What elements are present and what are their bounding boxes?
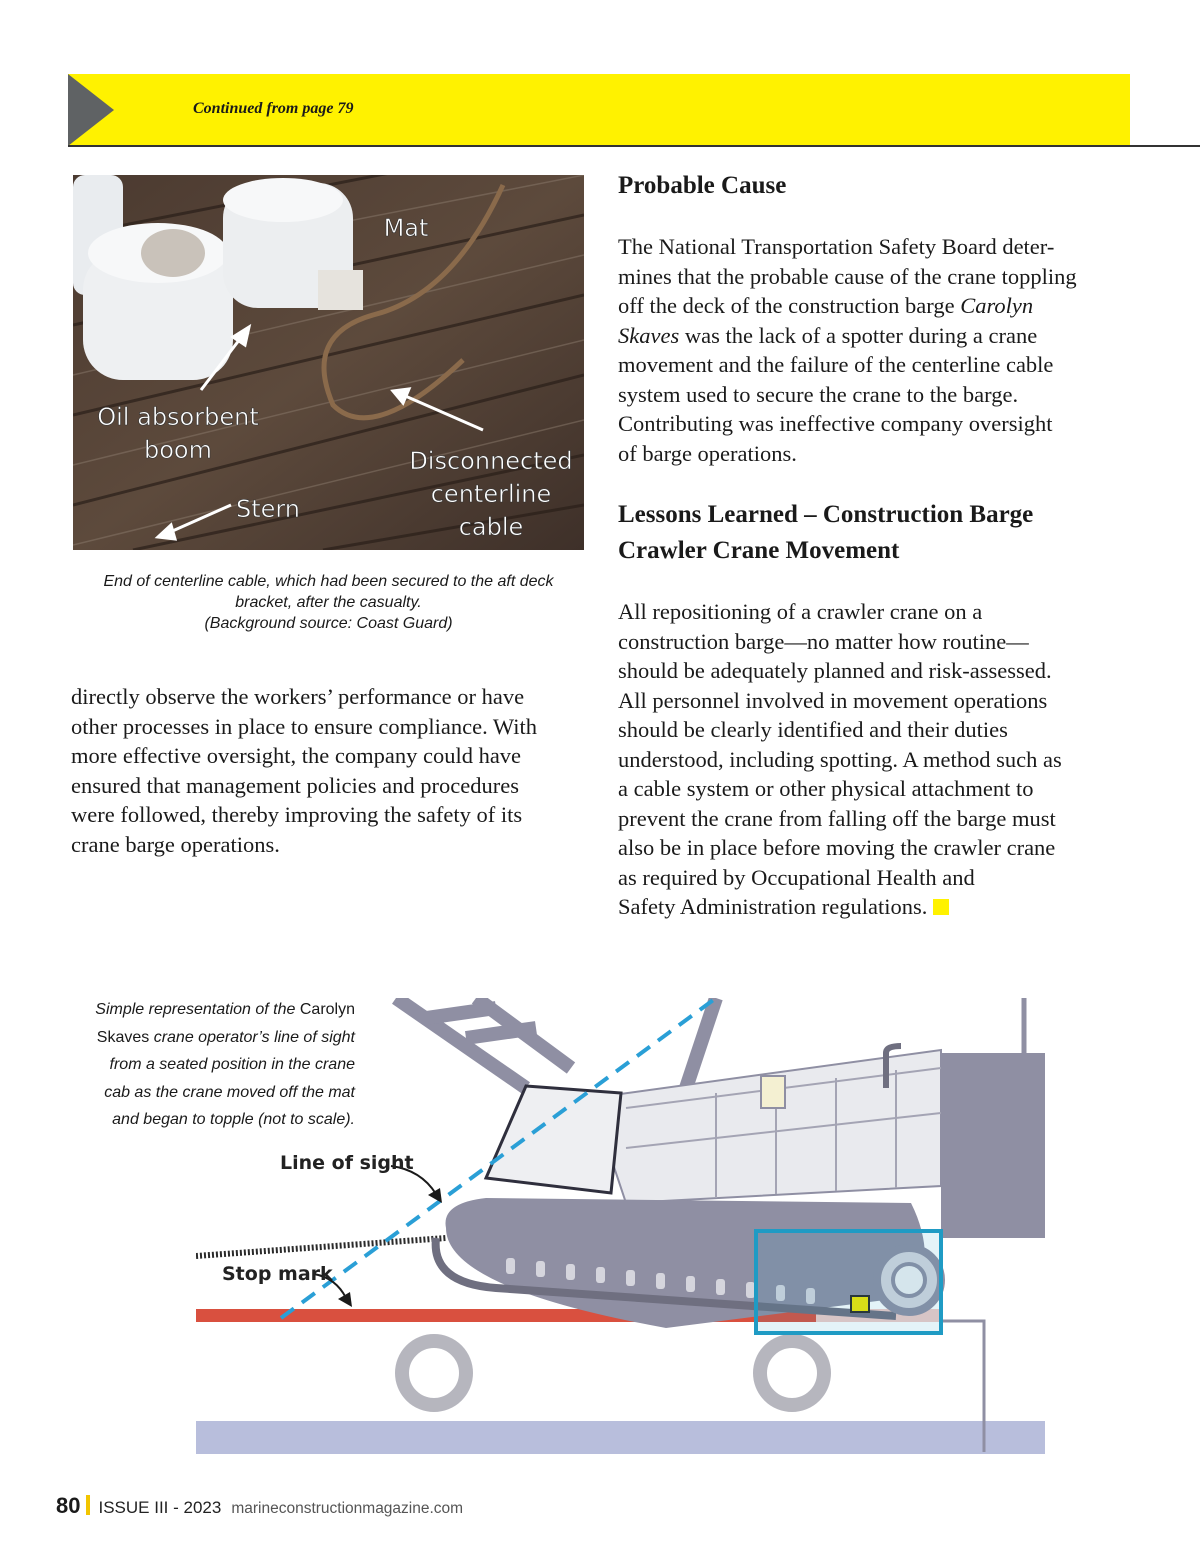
page-footer: [56, 1493, 463, 1519]
text-line: The National Transportation Safety Board deter-: [618, 234, 1055, 259]
text-line: understood, including spotting. A method such as: [618, 746, 1062, 772]
photo-caption-source: (Background source: Coast Guard): [204, 615, 453, 632]
text-line: were followed, thereby improving the safety of its: [71, 802, 523, 827]
crane-cab: [486, 1086, 621, 1193]
text-line: ensured that management policies and procedures: [71, 772, 519, 798]
text-line: Skaves was the lack of a spotter during a crane: [618, 322, 1038, 348]
page-number: 80: [56, 1493, 81, 1518]
text-line: Contributing was ineffective company oversight: [618, 411, 1053, 436]
left-column-text: [71, 682, 586, 859]
water: [196, 1421, 1045, 1454]
text-line: should be adequately planned and risk-assessed.: [618, 658, 1052, 683]
text-line: movement and the failure of the centerline cable: [618, 352, 1054, 377]
banner-arrow-icon: [68, 74, 114, 146]
website-link[interactable]: marineconstructionmagazine.com: [231, 1500, 464, 1517]
vessel-name: Skaves: [618, 322, 680, 348]
text-line: All personnel involved in movement operations: [618, 687, 1048, 713]
label-cable-2: centerline: [430, 480, 552, 508]
header-rule: [68, 145, 1200, 147]
caption-line: Skaves crane operator’s line of sight: [96, 1028, 355, 1046]
text-line: Safety Administration regulations.: [618, 892, 1123, 922]
label-boom-1: Oil absorbent: [97, 403, 259, 431]
text-line: All repositioning of a crawler crane on a: [618, 599, 983, 624]
text-line: a cable system or other physical attachment to: [618, 776, 1034, 801]
label-stern: Stern: [235, 495, 301, 523]
photo-caption-line: bracket, after the casualty.: [235, 594, 422, 611]
text-line: system used to secure the crane to the barge.: [618, 381, 1019, 407]
text-line: as required by Occupational Health and: [618, 864, 975, 890]
probable-cause-heading: Probable Cause: [618, 172, 787, 199]
photo-caption: [73, 571, 584, 634]
lessons-text: [618, 597, 1123, 922]
continued-from-label: Continued from page 79: [193, 100, 354, 117]
heading-line: Crawler Crane Movement: [618, 537, 900, 564]
text-line: mines that the probable cause of the crane toppling: [618, 263, 1077, 289]
end-mark-icon: [933, 899, 949, 915]
window-icon: [761, 1076, 785, 1108]
label-line-of-sight: Line of sight: [280, 1152, 414, 1174]
barge-wheel: [402, 1341, 466, 1405]
label-cable-3: cable: [458, 513, 524, 541]
text-line: also be in place before moving the crawler crane: [618, 835, 1056, 860]
issue-label: ISSUE III - 2023: [98, 1498, 222, 1517]
caption-line: from a seated position in the crane: [109, 1056, 355, 1073]
heading-line: Lessons Learned – Construction Barge: [618, 501, 1034, 528]
text-line: construction barge—no matter how routine—: [618, 628, 1029, 654]
text-line: more effective oversight, the company could have: [71, 743, 522, 768]
text-line: other processes in place to ensure compliance. With: [71, 713, 538, 739]
label-mat: Mat: [383, 214, 429, 242]
crane-diagram: [196, 998, 1045, 1454]
caption-line: Simple representation of the Carolyn: [95, 1001, 355, 1018]
text-line: off the deck of the construction barge Carolyn: [618, 293, 1034, 318]
highlight-box: [756, 1231, 941, 1333]
text-line: directly observe the workers’ performance or have: [71, 684, 525, 709]
cable-photo: [73, 175, 584, 550]
label-boom-2: boom: [144, 436, 212, 464]
counterweight: [941, 1053, 1045, 1238]
centerline-cable: [196, 1238, 446, 1256]
text-line: crane barge operations.: [71, 831, 280, 857]
label-stop-mark: Stop mark: [222, 1263, 333, 1285]
footer-divider: [86, 1495, 90, 1515]
barge-wheel: [760, 1341, 824, 1405]
label-cable-1: Disconnected: [409, 447, 573, 475]
probable-cause-text: [618, 232, 1123, 468]
photo-caption-line: End of centerline cable, which had been secured to the aft deck: [103, 573, 554, 590]
text-line: should be clearly identified and their duties: [618, 717, 1008, 742]
vessel-name: Carolyn: [960, 293, 1034, 318]
lessons-heading: [618, 497, 1138, 569]
caption-line: cab as the crane moved off the mat: [104, 1083, 355, 1101]
text-line: prevent the crane from falling off the barge must: [618, 805, 1056, 831]
text-line: of barge operations.: [618, 440, 797, 466]
caption-line: and began to topple (not to scale).: [112, 1111, 355, 1128]
